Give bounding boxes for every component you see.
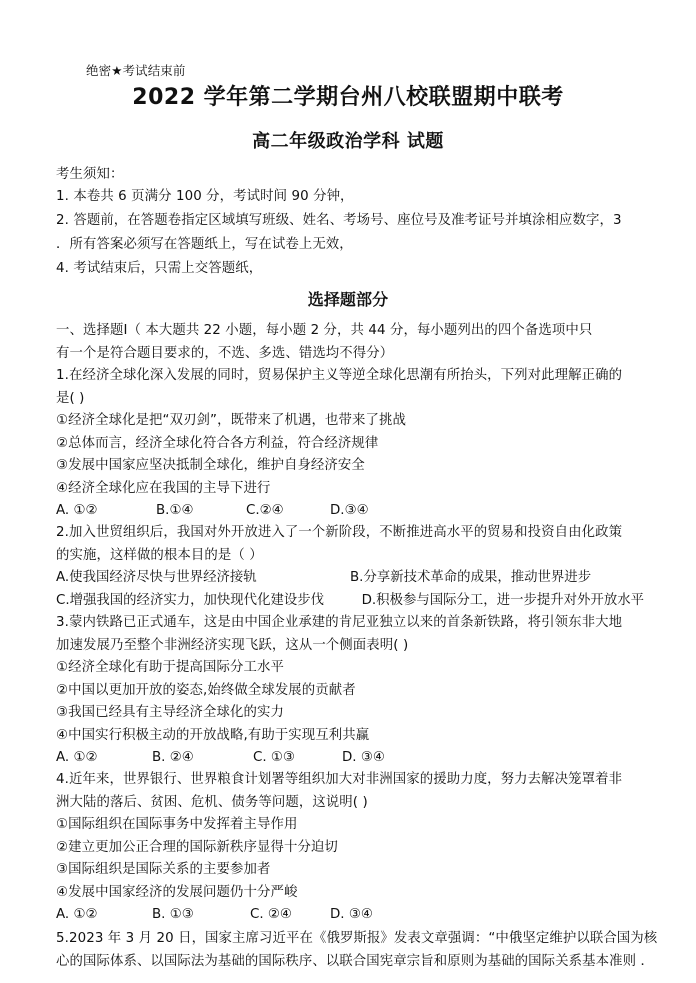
option-d: D.积极参与国际分工，进一步提升对外开放水平 xyxy=(361,593,644,608)
notice-item: 1. 本卷共 6 页满分 100 分，考试时间 90 分钟， xyxy=(56,189,354,204)
option-b: B. ①③ xyxy=(152,907,194,922)
option-c: C.②④ xyxy=(246,503,284,518)
question-2-stem: 2.加入世贸组织后，我国对外开放进入了一个新阶段，不断推进高水平的贸易和投资自由化政策 xyxy=(56,525,623,540)
option-d: D. ③④ xyxy=(342,750,385,765)
exam-title: 2022 学年第二学期台州八校联盟期中联考 xyxy=(132,85,564,110)
question-3-statement: ②中国以更加开放的姿态,始终做全球发展的贡献者 xyxy=(56,683,356,698)
option-d: D. ③④ xyxy=(330,907,373,922)
question-3-statement: ④中国实行积极主动的开放战略,有助于实现互利共赢 xyxy=(56,728,370,743)
question-1-stem: 是( ) xyxy=(56,391,85,406)
section-intro: 一、选择题Ⅰ（ 本大题共 22 小题，每小题 2 分，共 44 分，每小题列出的四个备选项中只 xyxy=(56,323,593,338)
notice-item: 4. 考试结束后，只需上交答题纸， xyxy=(56,261,263,276)
notice-heading: 考生须知： xyxy=(56,167,124,182)
question-4-statement: ①国际组织在国际事务中发挥着主导作用 xyxy=(56,817,298,832)
question-4-stem: 4.近年来，世界银行、世界粮食计划署等组织加大对非洲国家的援助力度，努力去解决笼罩着非 xyxy=(56,772,623,787)
question-3-stem: 加速发展乃至整个非洲经济实现飞跃，这从一个侧面表明( ) xyxy=(56,638,409,653)
option-a: A. ①② xyxy=(56,503,98,518)
option-c: C. ②④ xyxy=(250,907,292,922)
option-b: B.分享新技术革命的成果，推动世界进步 xyxy=(350,570,592,585)
question-1-statement: ①经济全球化是把“双刃剑”，既带来了机遇，也带来了挑战 xyxy=(56,413,406,428)
notice-item: 2. 答题前，在答题卷指定区域填写班级、姓名、考场号、座位号及准考证号并填涂相应数字，3 xyxy=(56,213,622,228)
question-3-options xyxy=(56,749,656,767)
option-c: C.增强我国的经济实力，加快现代化建设步伐 xyxy=(56,593,325,608)
option-a: A. ①② xyxy=(56,907,98,922)
question-3-statement: ③我国已经具有主导经济全球化的实力 xyxy=(56,705,284,720)
option-b: B. ②④ xyxy=(152,750,194,765)
question-4-statement: ②建立更加公正合理的国际新秩序显得十分迫切 xyxy=(56,840,338,855)
question-2-options-row xyxy=(56,569,656,587)
question-1-statement: ③发展中国家应坚决抵制全球化，维护自身经济安全 xyxy=(56,458,365,473)
section-title: 选择题部分 xyxy=(307,290,389,309)
question-1-options xyxy=(56,502,656,520)
question-4-statement: ③国际组织是国际关系的主要参加者 xyxy=(56,862,271,877)
question-3-stem: 3.蒙内铁路已正式通车，这是由中国企业承建的肯尼亚独立以来的首条新铁路，将引领东非大地 xyxy=(56,615,623,630)
question-1-stem: 1.在经济全球化深入发展的同时，贸易保护主义等逆全球化思潮有所抬头，下列对此理解正确的 xyxy=(56,368,623,383)
confidential-label: 绝密★考试结束前 xyxy=(86,63,186,78)
option-a: A. ①② xyxy=(56,750,98,765)
option-c: C. ①③ xyxy=(253,750,295,765)
question-2-stem: 的实施，这样做的根本目的是（ ） xyxy=(56,548,263,563)
question-2-options-row xyxy=(56,592,644,610)
question-4-statement: ④发展中国家经济的发展问题仍十分严峻 xyxy=(56,885,298,900)
question-5-stem: 心的国际体系、以国际法为基础的国际秩序、以联合国宪章宗旨和原则为基础的国际关系基本准则 ． xyxy=(56,954,654,969)
question-5-stem: 5.2023 年 3 月 20 日，国家主席习近平在《俄罗斯报》发表文章强调：“中俄坚定维护以联合国为核 xyxy=(56,931,658,946)
question-1-statement: ④经济全球化应在我国的主导下进行 xyxy=(56,481,271,496)
option-d: D.③④ xyxy=(330,503,369,518)
section-intro: 有一个是符合题目要求的，不选、多选、错选均不得分） xyxy=(56,346,394,361)
notice-item: ．所有答案必须写在答题纸上，写在试卷上无效， xyxy=(56,237,353,252)
question-4-stem: 洲大陆的落后、贫困、危机、债务等问题，这说明( ) xyxy=(56,795,368,810)
option-b: B.①④ xyxy=(156,503,194,518)
option-a: A.使我国经济尽快与世界经济接轨 xyxy=(56,570,257,585)
exam-subtitle: 高二年级政治学科 试题 xyxy=(252,131,444,152)
question-4-options xyxy=(56,906,656,924)
question-1-statement: ②总体而言，经济全球化符合各方利益，符合经济规律 xyxy=(56,436,379,451)
question-3-statement: ①经济全球化有助于提高国际分工水平 xyxy=(56,660,284,675)
